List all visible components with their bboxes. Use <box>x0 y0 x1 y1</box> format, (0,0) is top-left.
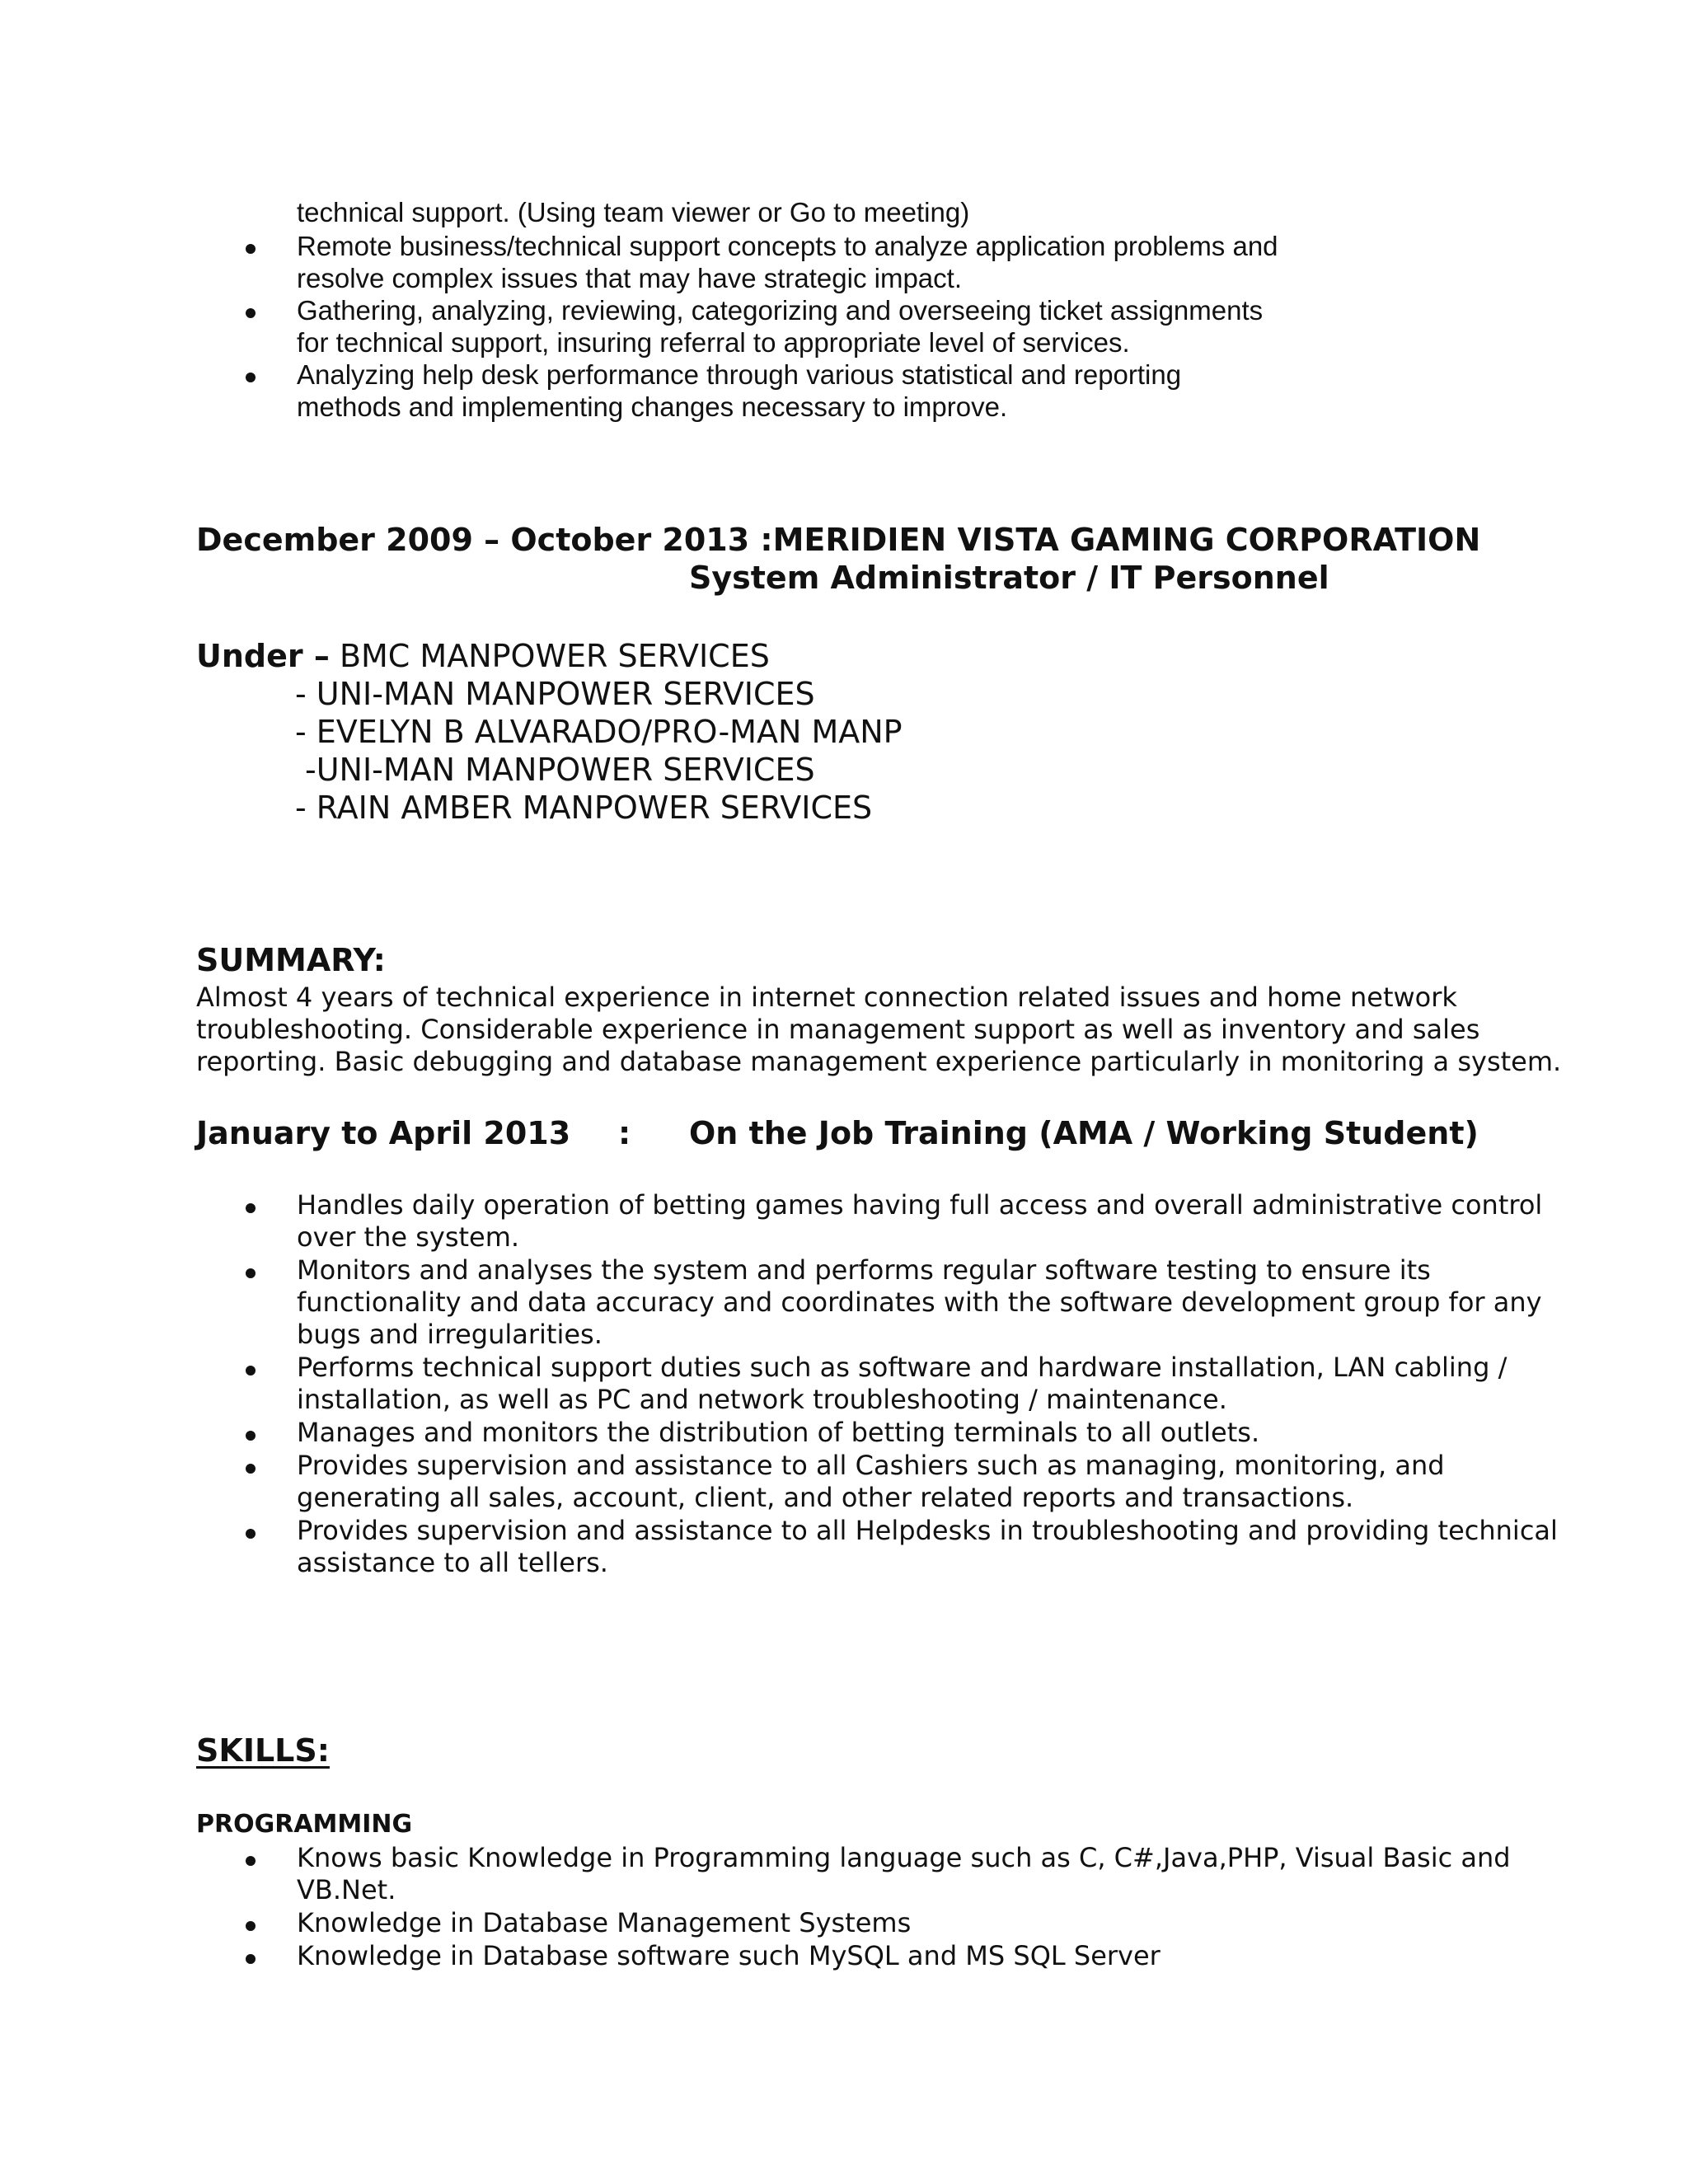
agency-item: -UNI-MAN MANPOWER SERVICES <box>305 752 815 788</box>
job-position: System Administrator / IT Personnel <box>689 560 1329 596</box>
summary-line: Almost 4 years of technical experience in internet connection related issues and home network <box>196 982 1457 1013</box>
agency-item: - RAIN AMBER MANPOWER SERVICES <box>295 790 873 826</box>
agency-item: BMC MANPOWER SERVICES <box>339 638 770 674</box>
bullet-line: bugs and irregularities. <box>297 1319 603 1350</box>
bullet-line: assistance to all tellers. <box>297 1547 608 1578</box>
bullet-icon <box>246 1921 256 1931</box>
agency-item: - UNI-MAN MANPOWER SERVICES <box>295 676 815 712</box>
bullet-icon <box>246 373 256 382</box>
bullet-line: Analyzing help desk performance through various statistical and reporting <box>297 359 1182 390</box>
bullet-icon <box>246 1464 256 1474</box>
programming-label: PROGRAMMING <box>196 1810 413 1839</box>
bullet-icon <box>246 1366 256 1376</box>
bullet-line: over the system. <box>297 1221 520 1253</box>
agency-item: - EVELYN B ALVARADO/PRO-MAN MANP <box>295 714 903 750</box>
ojt-colon: : <box>618 1115 631 1151</box>
summary-heading: SUMMARY: <box>196 942 386 978</box>
bullet-icon <box>246 1431 256 1441</box>
bullet-line: Knowledge in Database software such MySQL and MS SQL Server <box>297 1940 1160 1971</box>
bullet-icon <box>246 308 256 318</box>
bullet-icon <box>246 1529 256 1539</box>
bullet-line: Knows basic Knowledge in Programming language such as C, C#,Java,PHP, Visual Basic and <box>297 1842 1511 1873</box>
bullet-icon <box>246 1856 256 1866</box>
bullet-icon <box>246 244 256 254</box>
bullet-line: Provides supervision and assistance to all Cashiers such as managing, monitoring, and <box>297 1450 1445 1481</box>
bullet-icon <box>246 1954 256 1964</box>
bullet-line: generating all sales, account, client, and other related reports and transactions. <box>297 1482 1354 1513</box>
bullet-line: Provides supervision and assistance to all Helpdesks in troubleshooting and providing technical <box>297 1515 1558 1546</box>
bullet-line: Knowledge in Database Management Systems <box>297 1907 912 1938</box>
bullet-line: VB.Net. <box>297 1874 396 1905</box>
bullet-line: Remote business/technical support concepts to analyze application problems and <box>297 231 1278 261</box>
bullet-line: Manages and monitors the distribution of betting terminals to all outlets. <box>297 1417 1260 1448</box>
bullet-icon <box>246 1268 256 1278</box>
summary-line: troubleshooting. Considerable experience in management support as well as inventory and sales <box>196 1014 1480 1045</box>
under-label: Under – <box>196 638 330 674</box>
skills-heading: SKILLS: <box>196 1732 330 1769</box>
ojt-title: On the Job Training (AMA / Working Student) <box>689 1115 1479 1151</box>
summary-line: reporting. Basic debugging and database management experience particularly in monitoring a system. <box>196 1046 1562 1077</box>
bullet-line: Performs technical support duties such as software and hardware installation, LAN cabling / <box>297 1352 1507 1383</box>
bullet-line: for technical support, insuring referral to appropriate level of services. <box>297 327 1130 358</box>
bullet-icon <box>246 1203 256 1213</box>
job-header: December 2009 – October 2013 :MERIDIEN VISTA GAMING CORPORATION <box>196 522 1481 558</box>
bullet-line: methods and implementing changes necessary to improve. <box>297 391 1008 422</box>
ojt-period: January to April 2013 <box>196 1115 571 1151</box>
bullet-line: Gathering, analyzing, reviewing, categorizing and overseeing ticket assignments <box>297 295 1264 326</box>
bullet-line: functionality and data accuracy and coordinates with the software development group for any <box>297 1286 1542 1318</box>
bullet-line: resolve complex issues that may have strategic impact. <box>297 263 963 293</box>
bullet-line: Monitors and analyses the system and performs regular software testing to ensure its <box>297 1254 1431 1286</box>
agency-list-first <box>196 637 770 675</box>
bullet-line: installation, as well as PC and network troubleshooting / maintenance. <box>297 1384 1227 1415</box>
continued-bullet-text: technical support. (Using team viewer or Go to meeting) <box>297 197 970 227</box>
bullet-line: Handles daily operation of betting games having full access and overall administrative control <box>297 1189 1543 1221</box>
